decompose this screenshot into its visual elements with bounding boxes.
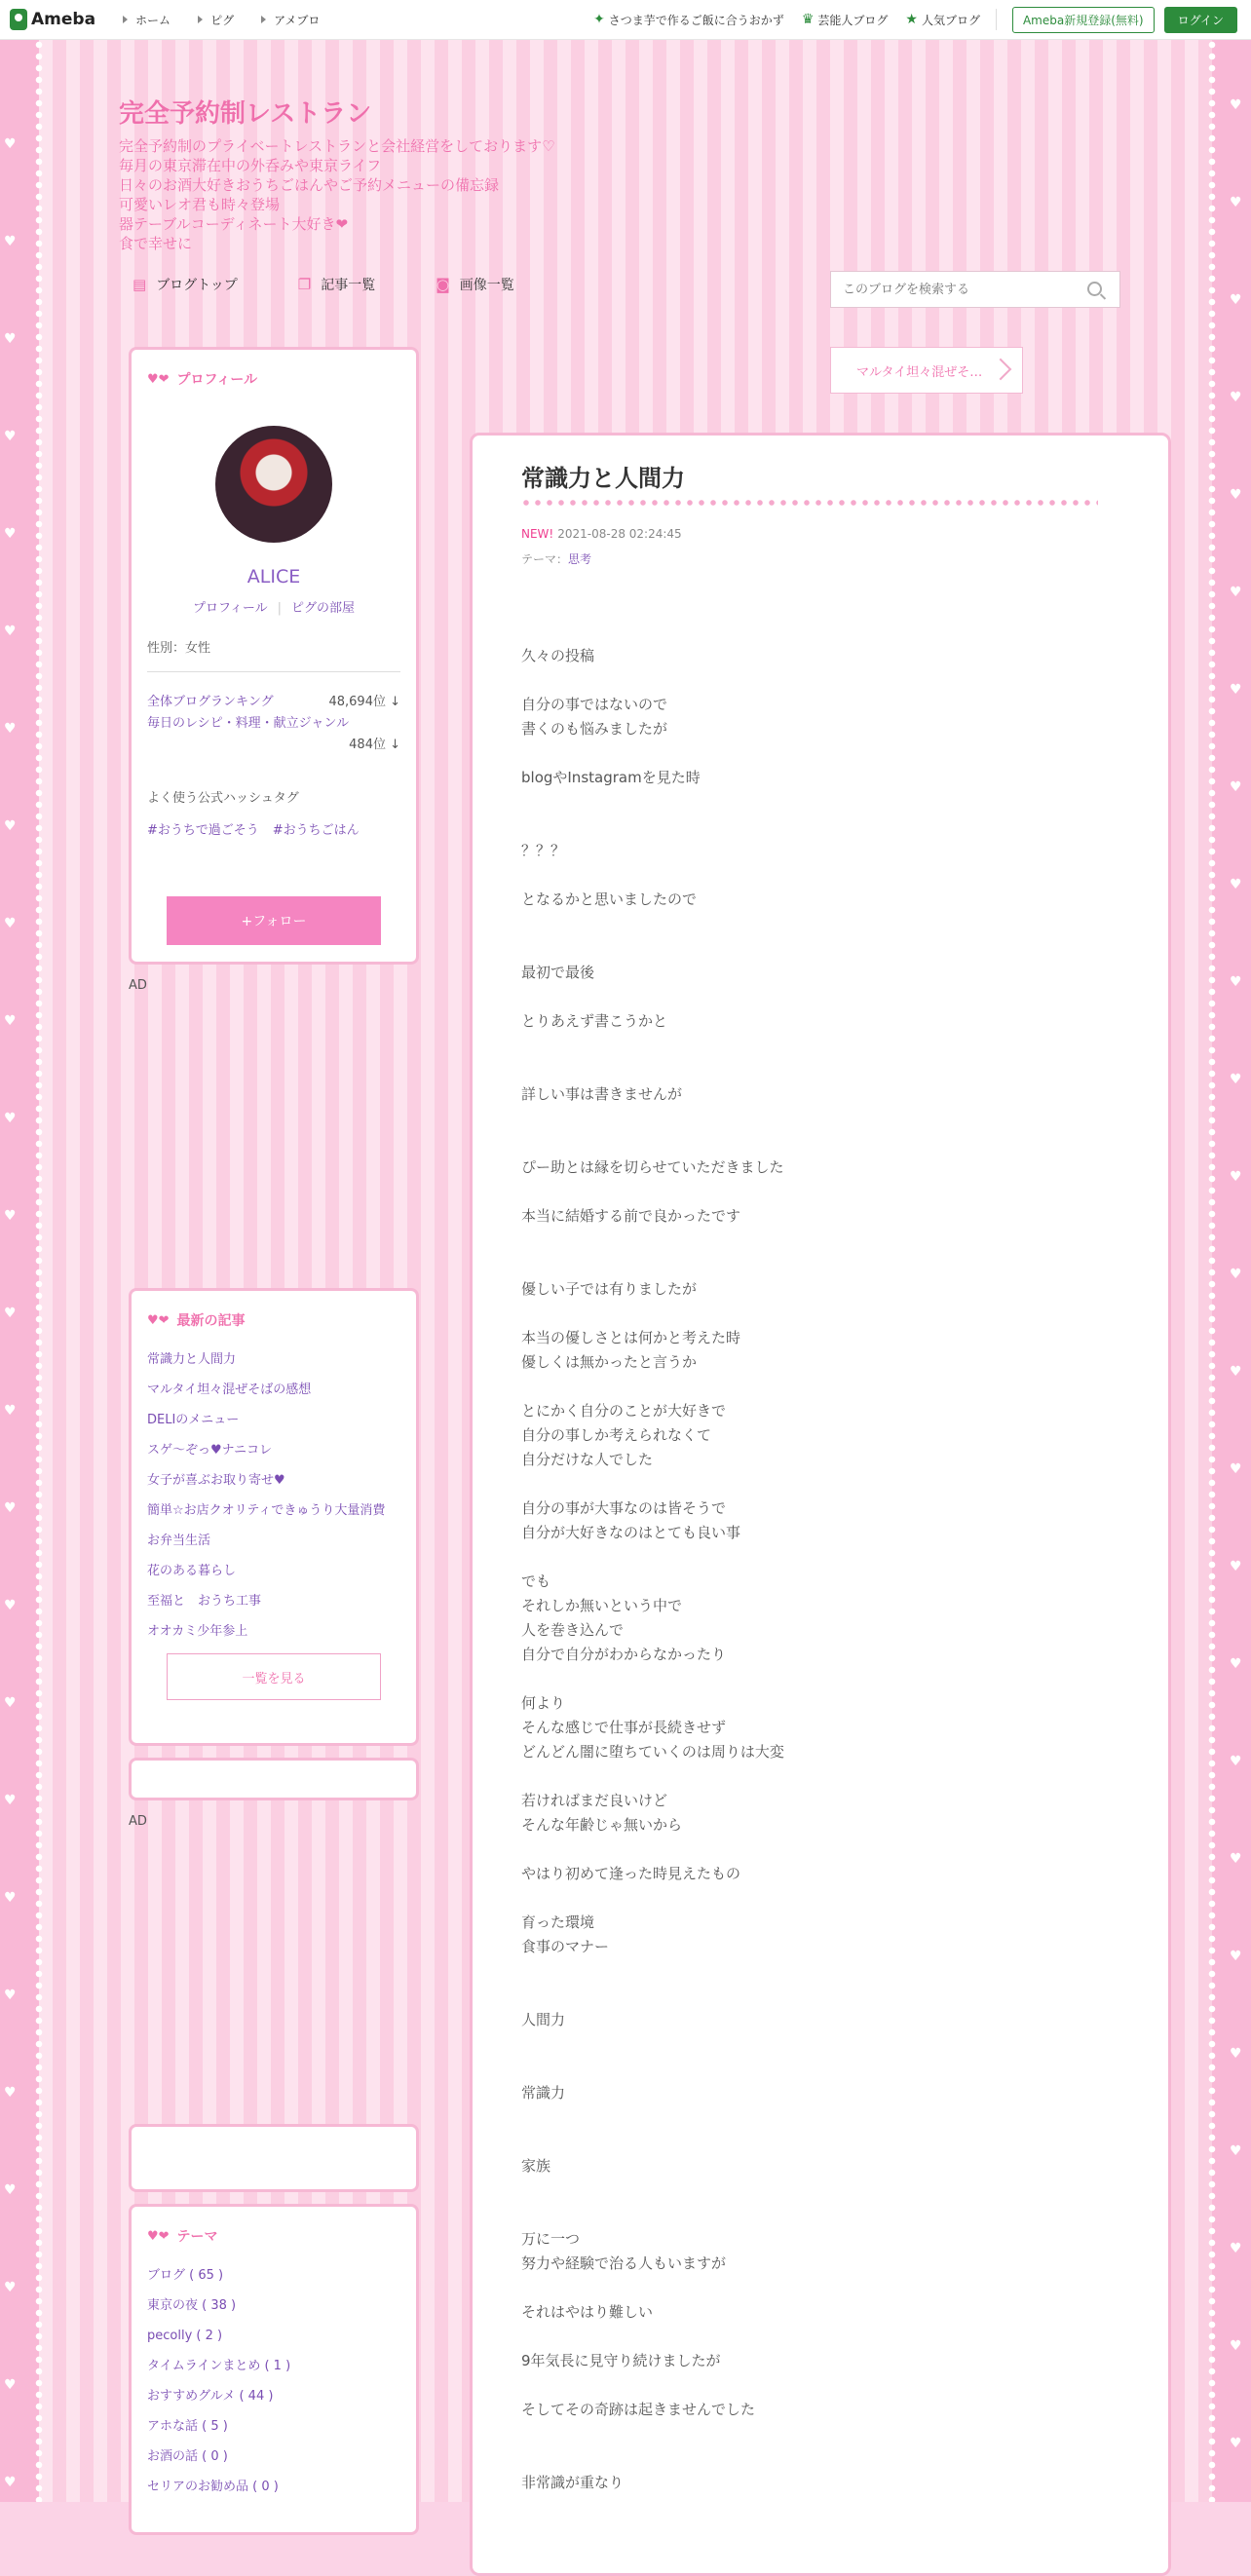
heart-icon: ♥ xyxy=(4,1793,17,1808)
theme-link[interactable]: セリアのお勧め品 ( 0 ) xyxy=(147,2480,279,2494)
article-line xyxy=(521,1984,1125,2008)
description-line: 器テーブルコーディネート大好き❤ xyxy=(119,215,349,233)
caret-right-icon xyxy=(123,16,128,23)
description-line: 可愛いレオ君も時々登場 xyxy=(119,196,281,213)
article-theme xyxy=(521,550,591,567)
article-line xyxy=(521,1667,1125,1691)
next-entry-link[interactable] xyxy=(830,347,1023,394)
article-line xyxy=(521,814,1125,839)
heart-icon: ♥ xyxy=(1230,1461,1242,1477)
profile-sex: 性別：女性 xyxy=(147,641,211,656)
article-line: 本当に結婚する前で良かったです xyxy=(521,1207,741,1225)
star-icon: ★ xyxy=(905,12,918,27)
heart-icon: ♥ xyxy=(4,526,17,542)
trend-link[interactable] xyxy=(593,12,784,28)
pigg-room-link[interactable]: ピグの部屋 xyxy=(291,601,356,616)
sparkle-icon: ✦ xyxy=(593,12,605,27)
hearts-icon: ♥❤ xyxy=(147,371,170,387)
heart-icon: ♥ xyxy=(4,429,17,444)
header-right xyxy=(576,0,1237,39)
heart-icon: ♥ xyxy=(1230,1169,1242,1185)
hashtag-link[interactable]: #おうちで過ごそう xyxy=(147,823,259,838)
article-line: 努力や経験で治る人もいますが xyxy=(521,2254,727,2272)
description-line: 食で幸せに xyxy=(119,235,193,252)
article-card xyxy=(470,433,1171,2576)
overall-ranking-link[interactable]: 全体ブログランキング xyxy=(147,695,274,709)
article-line: とにかく自分のことが大好きで xyxy=(521,1402,727,1420)
ameba-logo[interactable] xyxy=(10,9,95,30)
description-line: 毎月の東京滞在中の外呑みや東京ライフ xyxy=(119,157,382,174)
blog-nav xyxy=(133,275,575,294)
blog-nav-label: ブログトップ xyxy=(156,278,238,293)
article-line: 人間力 xyxy=(521,2011,566,2028)
heart-icon: ♥ xyxy=(1230,585,1242,600)
heart-icon: ♥ xyxy=(4,1013,17,1029)
left-heart-border xyxy=(0,39,39,2502)
nav-label: ホーム xyxy=(135,13,171,27)
article-date: 2021-08-28 02:24:45 xyxy=(557,527,682,541)
themes-card xyxy=(129,2204,419,2535)
theme-link[interactable]: アホな話 ( 5 ) xyxy=(147,2419,228,2434)
crown-icon: ♛ xyxy=(801,12,815,27)
heart-icon: ♥ xyxy=(1230,682,1242,698)
article-line: どんどん闇に堕ちていくのは周りは大変 xyxy=(521,1743,784,1761)
heart-icon: ♥ xyxy=(1230,97,1242,113)
heart-icon: ♥ xyxy=(4,1988,17,2003)
profile-links xyxy=(132,597,416,616)
nav-ameblo[interactable] xyxy=(261,12,320,28)
heart-icon: ♥ xyxy=(1230,292,1242,308)
recent-entry-link[interactable]: 至福と おうち工事 xyxy=(147,1594,262,1609)
dotted-divider xyxy=(521,498,1098,508)
search-input[interactable] xyxy=(841,282,1079,298)
heart-icon: ♥ xyxy=(4,1695,17,1711)
article-line: 育った環境 xyxy=(521,1913,595,1931)
article-line xyxy=(521,2032,1125,2057)
article-line xyxy=(521,2105,1125,2130)
article-line: 久々の投稿 xyxy=(521,647,595,664)
article-line: 優しい子では有りましたが xyxy=(521,1280,698,1298)
heart-icon: ♥ xyxy=(4,1403,17,1419)
heart-icon: ♥ xyxy=(4,331,17,347)
themes-heading xyxy=(147,2226,416,2246)
heart-icon: ♥ xyxy=(1230,779,1242,795)
article-line xyxy=(521,2446,1125,2471)
empty-widget xyxy=(129,2124,419,2192)
entry-list-link[interactable] xyxy=(298,275,375,294)
heart-icon: ♥ xyxy=(4,1306,17,1321)
heart-icon: ♥ xyxy=(1230,390,1242,405)
empty-widget xyxy=(129,1758,419,1800)
heart-icon: ♥ xyxy=(1230,487,1242,503)
global-header xyxy=(0,0,1251,40)
camera-icon: ◙ xyxy=(436,276,450,293)
article-line xyxy=(521,2130,1125,2154)
divider xyxy=(147,671,400,672)
theme-link[interactable]: おすすめグルメ ( 44 ) xyxy=(147,2389,274,2404)
chevron-right-icon xyxy=(990,359,1012,381)
hashtag-link[interactable]: #おうちごはん xyxy=(272,823,360,838)
heart-icon: ♥ xyxy=(4,2085,17,2101)
heading-label: 最新の記事 xyxy=(176,1313,246,1329)
article-line xyxy=(521,1837,1125,1862)
article-line: 人を巻き込んで xyxy=(521,1621,625,1639)
article-line: ぴー助とは縁を切らせていただきました xyxy=(521,1158,784,1176)
see-all-button[interactable]: 一覧を見る xyxy=(167,1653,381,1700)
login-button[interactable]: ログイン xyxy=(1164,7,1237,33)
blog-top-link[interactable] xyxy=(133,275,238,294)
profile-heading xyxy=(147,369,416,389)
heart-icon: ♥ xyxy=(4,1111,17,1126)
article-line: ？？？ xyxy=(521,842,566,859)
article-line: それはやはり難しい xyxy=(521,2303,654,2321)
recent-entry-link[interactable]: 女子が喜ぶお取り寄せ♥ xyxy=(147,1473,285,1488)
article-line: 書くのも悩みましたが xyxy=(521,720,668,738)
article-line xyxy=(521,2373,1125,2398)
article-line: 何より xyxy=(521,1694,566,1712)
nav-pigg[interactable] xyxy=(198,12,234,28)
heart-icon: ♥ xyxy=(1230,1754,1242,1769)
popular-label: 人気ブログ xyxy=(921,13,980,27)
article-line: 9年気長に見守り続けましたが xyxy=(521,2352,721,2369)
hearts-icon: ♥❤ xyxy=(147,2228,170,2244)
article-line xyxy=(521,1058,1125,1082)
profile-name[interactable]: ALICE xyxy=(246,566,301,587)
article-line: 本当の優しさとは何かと考えた時 xyxy=(521,1329,741,1346)
article-line: 非常識が重なり xyxy=(521,2474,625,2491)
nav-label: ピグ xyxy=(210,13,235,27)
article-line xyxy=(521,668,1125,693)
theme-link[interactable]: pecolly ( 2 ) xyxy=(147,2329,223,2343)
blog-search xyxy=(830,271,1120,308)
document-icon: ▤ xyxy=(133,276,147,293)
article-title[interactable]: 常識力と人間力 xyxy=(521,465,685,492)
hashtag-heading: よく使う公式ハッシュタグ xyxy=(147,791,299,806)
article-line: 食事のマナー xyxy=(521,1938,610,1955)
article-line: でも xyxy=(521,1572,551,1590)
overall-ranking-value: 48,694位 ↓ xyxy=(328,695,400,709)
celebrity-label: 芸能人ブログ xyxy=(817,13,889,27)
heart-icon: ♥ xyxy=(4,624,17,639)
article-line xyxy=(521,936,1125,961)
heart-icon: ♥ xyxy=(1230,2046,1242,2062)
heart-icon: ♥ xyxy=(1230,2436,1242,2451)
article-line: そんな感じで仕事が長続きせず xyxy=(521,1719,727,1736)
article-line: やはり初めて逢った時見えたもの xyxy=(521,1865,741,1882)
article-line xyxy=(521,2422,1125,2446)
blog-description xyxy=(119,136,626,253)
article-line xyxy=(521,1107,1125,1131)
article-line: 自分だけな人でした xyxy=(521,1451,654,1468)
theme-link[interactable]: 思考 xyxy=(568,552,592,566)
recent-entries-card xyxy=(129,1288,419,1746)
heart-icon: ♥ xyxy=(1230,1364,1242,1380)
heart-icon: ♥ xyxy=(1230,2143,1242,2159)
article-line xyxy=(521,741,1125,766)
genre-ranking-link[interactable]: 毎日のレシピ・料理・献立ジャンル xyxy=(147,716,350,731)
heading-label: テーマ xyxy=(176,2229,218,2245)
heart-icon: ♥ xyxy=(4,2280,17,2295)
article-line: 自分で自分がわからなかったり xyxy=(521,1646,727,1663)
article-line: 詳しい事は書きませんが xyxy=(521,1085,683,1103)
heading-label: プロフィール xyxy=(176,372,258,388)
next-entry-label: マルタイ坦々混ぜそ… xyxy=(856,364,983,380)
heart-icon: ♥ xyxy=(1230,877,1242,892)
article-line xyxy=(521,1959,1125,1984)
article-line xyxy=(521,2276,1125,2300)
article-line xyxy=(521,1375,1125,1399)
hashtag-list xyxy=(147,819,416,838)
article-line xyxy=(521,1764,1125,1789)
article-line: それしか無いという中で xyxy=(521,1597,683,1614)
description-line: 日々のお酒大好きおうちごはんやご予約メニューの備忘録 xyxy=(119,176,500,194)
ad-label: AD xyxy=(129,1814,147,1829)
article-line xyxy=(521,1229,1125,1253)
image-list-link[interactable] xyxy=(436,275,514,294)
trend-label: さつま芋で作るご飯に合うおかず xyxy=(608,13,784,27)
article-line: 優しくは無かったと言うか xyxy=(521,1353,698,1371)
nav-home[interactable] xyxy=(123,12,171,28)
recent-entry-link[interactable]: マルタイ坦々混ぜそばの感想 xyxy=(147,1383,312,1397)
heart-icon: ♥ xyxy=(4,818,17,834)
article-line xyxy=(521,2178,1125,2203)
article-line xyxy=(521,1545,1125,1570)
avatar[interactable] xyxy=(215,426,332,543)
genre-ranking-value: 484位 ↓ xyxy=(349,738,400,752)
copy-icon: ❐ xyxy=(297,276,312,293)
article-line xyxy=(521,863,1125,888)
lace-border-right xyxy=(1208,39,1216,2502)
heart-icon: ♥ xyxy=(1230,2241,1242,2256)
brand-name: Ameba xyxy=(31,10,96,29)
search-icon[interactable] xyxy=(1087,282,1102,296)
heart-icon: ♥ xyxy=(4,1500,17,1516)
theme-link[interactable]: タイムラインまとめ ( 1 ) xyxy=(147,2359,291,2373)
heart-icon: ♥ xyxy=(4,234,17,249)
profile-card xyxy=(129,347,419,965)
heart-icon: ♥ xyxy=(4,721,17,737)
article-line: 自分の事ではないので xyxy=(521,696,668,713)
follow-button[interactable]: +フォロー xyxy=(167,896,381,945)
article-line xyxy=(521,2325,1125,2349)
heart-icon: ♥ xyxy=(1230,1851,1242,1867)
article-line xyxy=(521,1180,1125,1204)
ranking xyxy=(147,692,400,756)
recent-entry-link[interactable]: お弁当生活 xyxy=(147,1534,211,1548)
heart-icon: ♥ xyxy=(4,2475,17,2490)
blog-title[interactable]: 完全予約制レストラン xyxy=(119,99,372,129)
theme-prefix: テーマ： xyxy=(521,552,569,566)
article-meta xyxy=(521,527,682,541)
caret-right-icon xyxy=(198,16,203,23)
recent-entry-link[interactable]: 花のある暮らし xyxy=(147,1564,237,1578)
recent-list xyxy=(147,1351,400,1641)
heart-icon: ♥ xyxy=(4,2182,17,2198)
theme-link[interactable]: お酒の話 ( 0 ) xyxy=(147,2449,228,2464)
heart-icon: ♥ xyxy=(4,916,17,931)
register-button[interactable]: Ameba新規登録(無料) xyxy=(1012,7,1155,33)
article-line: 自分が大好きなのはとても良い事 xyxy=(521,1524,741,1541)
article-line xyxy=(521,912,1125,936)
lace-border-left xyxy=(35,39,43,2502)
heart-icon: ♥ xyxy=(1230,974,1242,990)
article-line: 万に一つ xyxy=(521,2230,581,2248)
divider xyxy=(996,9,997,30)
article-line: 最初で最後 xyxy=(521,964,595,981)
heart-icon: ♥ xyxy=(4,1890,17,1906)
recent-heading xyxy=(147,1310,416,1330)
heart-icon: ♥ xyxy=(1230,1559,1242,1574)
article-line xyxy=(521,1131,1125,1155)
heart-icon: ♥ xyxy=(1230,195,1242,210)
ad-label: AD xyxy=(129,978,147,993)
article-line: そしてその奇跡は起きませんでした xyxy=(521,2401,756,2418)
theme-link[interactable]: 東京の夜 ( 38 ) xyxy=(147,2298,237,2313)
recent-entry-link[interactable]: 簡単☆お店クオリティできゅうり大量消費 xyxy=(147,1503,386,1518)
right-heart-border xyxy=(1212,39,1251,2502)
celebrity-blog-link[interactable] xyxy=(802,12,889,28)
heart-icon: ♥ xyxy=(1230,2338,1242,2354)
article-line xyxy=(521,1034,1125,1058)
article-line: 自分の事が大事なのは皆そうで xyxy=(521,1499,727,1517)
blog-nav-label: 画像一覧 xyxy=(459,278,514,293)
recent-entry-link[interactable]: オオカミ少年参上 xyxy=(147,1624,248,1639)
heart-icon: ♥ xyxy=(1230,1656,1242,1672)
article-line: 常識力 xyxy=(521,2084,566,2102)
article-line xyxy=(521,2057,1125,2081)
article-line: そんな年齢じゃ無いから xyxy=(521,1816,683,1834)
recent-entry-link[interactable]: 常識力と人間力 xyxy=(147,1352,237,1367)
hearts-icon: ♥❤ xyxy=(147,1312,170,1328)
heart-icon: ♥ xyxy=(1230,1267,1242,1282)
article-line: 自分の事しか考えられなくて xyxy=(521,1426,712,1444)
article-line: 若ければまだ良いけど xyxy=(521,1792,668,1809)
recent-entry-link[interactable]: DELIのメニュー xyxy=(147,1413,240,1427)
theme-link[interactable]: ブログ ( 65 ) xyxy=(147,2268,224,2283)
heart-icon: ♥ xyxy=(4,1208,17,1224)
themes-list xyxy=(147,2267,400,2496)
divider: | xyxy=(277,601,283,616)
article-line xyxy=(521,1886,1125,1911)
profile-link[interactable]: プロフィール xyxy=(192,601,268,616)
new-badge: NEW! xyxy=(521,527,554,541)
heart-icon: ♥ xyxy=(4,136,17,152)
nav-label: アメブロ xyxy=(274,13,321,27)
article-line xyxy=(521,790,1125,814)
article-line: blogやInstagramを見た時 xyxy=(521,769,701,786)
recent-entry-link[interactable]: スゲ〜ぞっ♥ナニコレ xyxy=(147,1443,273,1458)
article-line: となるかと思いましたので xyxy=(521,890,698,908)
heart-icon: ♥ xyxy=(1230,1949,1242,1964)
article-line xyxy=(521,2203,1125,2227)
heart-icon: ♥ xyxy=(1230,1072,1242,1087)
description-line: 完全予約制のプライベートレストランと会社経営をしております♡ xyxy=(119,137,555,155)
article-line xyxy=(521,1302,1125,1326)
popular-blog-link[interactable] xyxy=(905,12,980,28)
article-line: とりあえず書こうかと xyxy=(521,1012,668,1030)
heart-icon: ♥ xyxy=(4,1598,17,1613)
caret-right-icon xyxy=(261,16,266,23)
heart-icon: ♥ xyxy=(4,2377,17,2393)
article-line xyxy=(521,985,1125,1009)
blog-nav-label: 記事一覧 xyxy=(321,278,376,293)
article-line xyxy=(521,1253,1125,1277)
article-body xyxy=(521,644,1125,2495)
article-line: 家族 xyxy=(521,2157,551,2175)
ameba-logo-icon xyxy=(10,9,27,30)
article-line xyxy=(521,1472,1125,1496)
